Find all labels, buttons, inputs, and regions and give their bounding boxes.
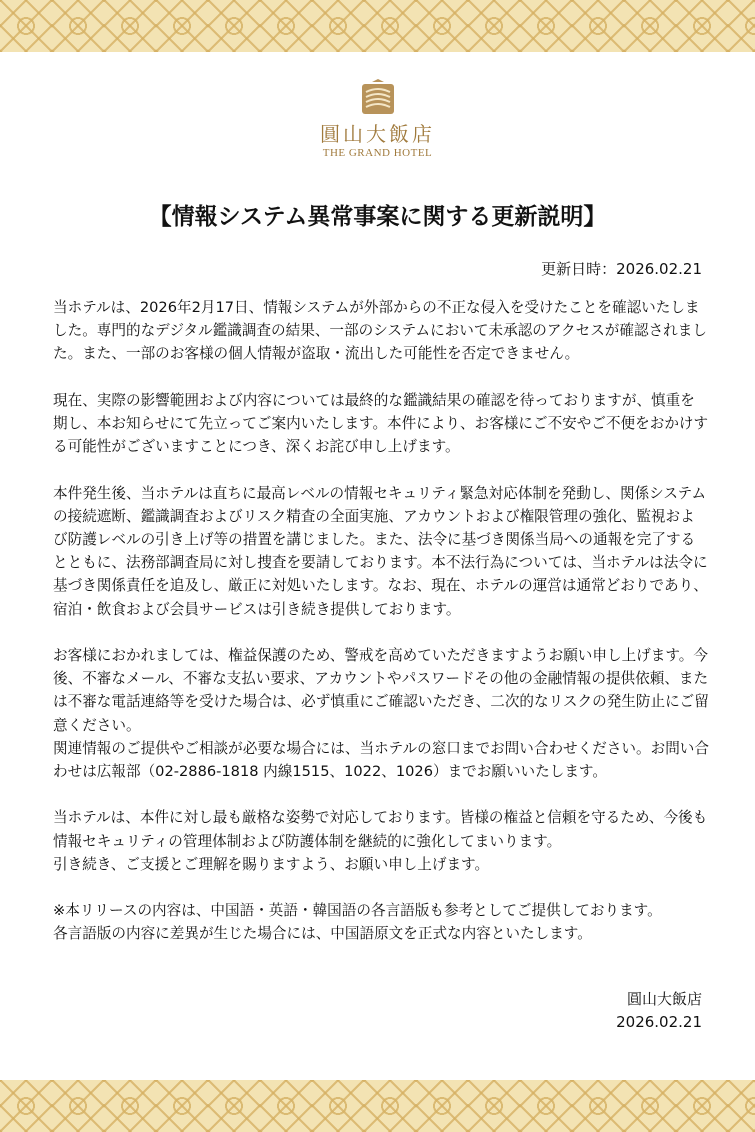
logo-name-english: THE GRAND HOTEL	[322, 147, 433, 159]
page-title: 【情報システム異常事案に関する更新説明】	[148, 204, 607, 230]
paragraph-closing: 引き続き、ご支援とご理解を賜りますよう、お願い申し上げます。	[53, 855, 490, 873]
signature-name: 圓山大飯店	[626, 990, 702, 1008]
paragraph-incident-confirmed: 当ホテルは、2026年2月17日、情報システムが外部からの不正な侵入を受けたことを確認いたしました。専門的なデジタル鑑識調査の結果、一部のシステムにおいて未承認のアクセスが確認されました。また、一部のお客様の個人情報が盗取・流出した可能性を否定できません。	[53, 299, 707, 363]
signature-block	[616, 988, 702, 1034]
paragraph-language-precedence: 各言語版の内容に差異が生じた場合には、中国語原文を正式な内容といたします。	[53, 925, 592, 943]
paragraph-contact-info: 関連情報のご提供やご相談が必要な場合には、当ホテルの窓口までお問い合わせください。お問い合わせは広報部（02-2886-1818 内線1515、1022、1026）までお願いいたします。	[53, 739, 709, 781]
logo-name-chinese: 圓山大飯店	[320, 122, 435, 146]
paragraph-response-measures: 本件発生後、当ホテルは直ちに最高レベルの情報セキュリティ緊急対応体制を発動し、関係システムの接続遮断、鑑識調査およびリスク精査の全面実施、アカウントおよび権限管理の強化、監視および防護レベルの引き上げ等の措置を講じました。また、法令に基づき関係当局への通報を完了するとともに、法務部調査局に対し捜査を要請しております。本不法行為については、当ホテルは法令に基づき関係責任を追及し、厳正に対処いたします。なお、現在、ホテルの運営は通常どおりであり、宿泊・飲食および会員サービスは引き続き提供しております。	[53, 484, 708, 618]
paragraph-commitment: 当ホテルは、本件に対し最も厳格な姿勢で対応しております。皆様の権益と信頼を守るため、今後も情報セキュリティの管理体制および防護体制を継続的に強化してまいります。	[53, 809, 708, 850]
notice-body	[53, 296, 709, 969]
decorative-border-bottom	[0, 1080, 755, 1132]
update-date: 更新日時：2026.02.21	[541, 260, 702, 278]
paragraph-impact-apology: 現在、実際の影響範囲および内容については最終的な鑑識結果の確認を待っておりますが、慎重を期し、本お知らせにて先立ってご案内いたします。本件により、お客様にご不安やご不便をおかけする可能性がございますことにつき、深くお詫び申し上げます。	[53, 391, 709, 456]
hotel-emblem-icon	[358, 78, 398, 118]
paragraph-language-note: ※本リリースの内容は、中国語・英語・韓国語の各言語版も参考としてご提供しております。	[53, 902, 662, 920]
decorative-border-top	[0, 0, 755, 52]
paragraph-customer-caution: お客様におかれましては、権益保護のため、警戒を高めていただきますようお願い申し上げます。今後、不審なメール、不審な支払い要求、アカウントやパスワードその他の金融情報の提供依頼、または不審な電話連絡等を受けた場合は、必ず慎重にご確認いただき、二次的なリスクの発生防止にご留意ください。	[53, 647, 709, 734]
hotel-logo	[0, 78, 755, 160]
signature-date: 2026.02.21	[616, 1013, 702, 1031]
